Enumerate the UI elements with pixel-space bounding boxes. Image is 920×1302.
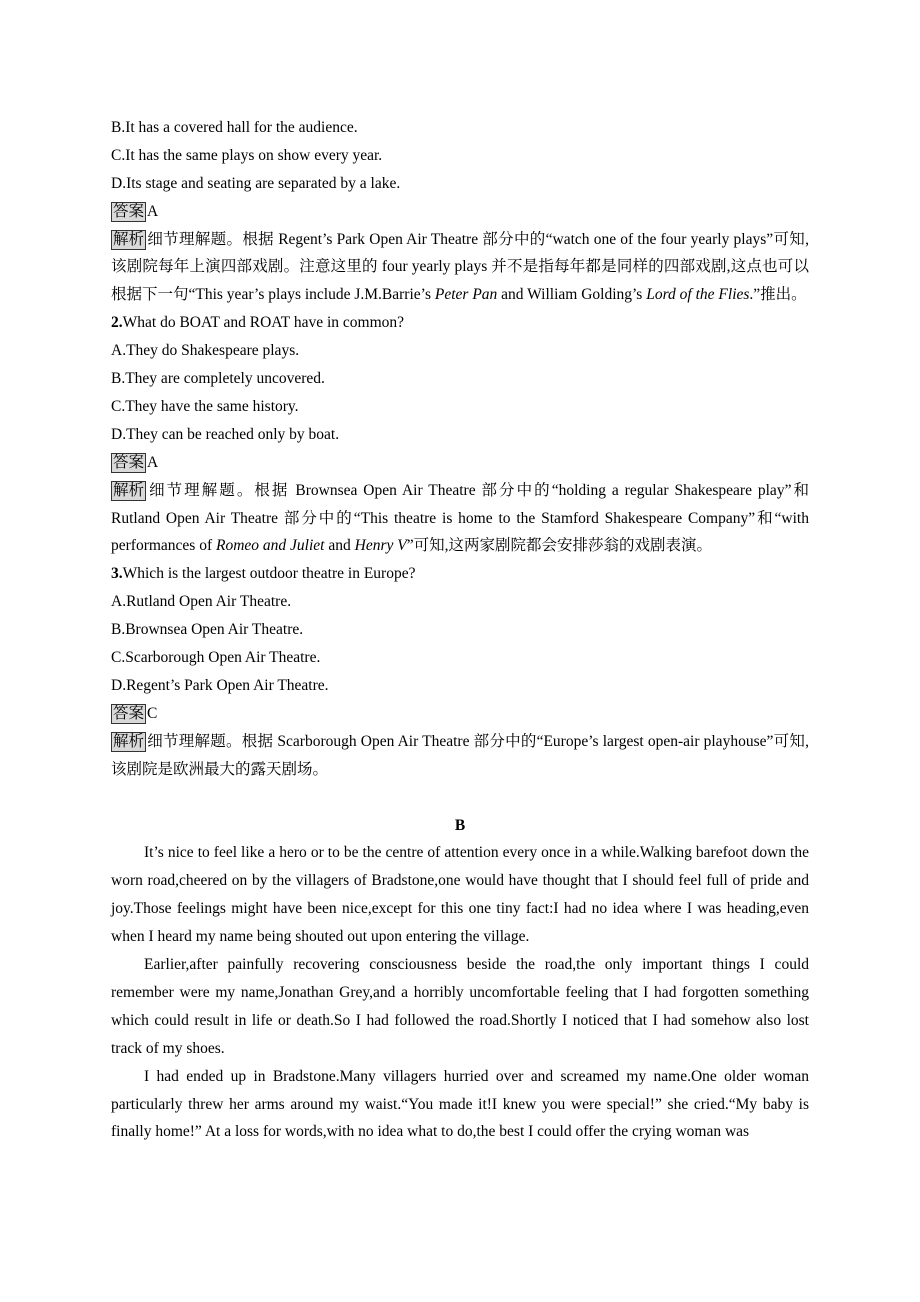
question-1 bbox=[111, 114, 809, 309]
option: C.They have the same history. bbox=[111, 397, 299, 415]
analysis-title: Romeo and Juliet bbox=[216, 537, 325, 555]
answer-line bbox=[111, 449, 809, 477]
analysis-text: and William Golding’s bbox=[497, 286, 647, 304]
question-stem: Which is the largest outdoor theatre in Europe? bbox=[122, 565, 416, 583]
document-content bbox=[111, 114, 809, 1146]
option: B.Brownsea Open Air Theatre. bbox=[111, 621, 304, 639]
answer-tag: 答案 bbox=[113, 453, 145, 471]
question-2 bbox=[111, 309, 809, 560]
analysis bbox=[111, 477, 809, 561]
passage-paragraph: It’s nice to feel like a hero or to be the centre of attention every once in a while.Walking barefoot down the worn road,cheered on by the villagers of Bradstone,one would have thought that I should feel full of pride and joy.Those feelings might have been nice,except for this one tiny fact:I had no idea where I was heading,even when I heard my name being shouted out upon entering the village. bbox=[111, 844, 809, 946]
analysis-title: Henry V bbox=[354, 537, 407, 555]
analysis-text: 细节理解题。根据 Brownsea Open Air Theatre 部分中的“holding a regular Shakespeare play”和 Rutland Open Air Theatre 部分中的“This theatre is home to the Stamford Shakespeare Company”和“with performances of bbox=[111, 481, 809, 555]
option: D.They can be reached only by boat. bbox=[111, 425, 340, 443]
answer-value: A bbox=[147, 202, 159, 220]
option: C.It has the same plays on show every year. bbox=[111, 146, 383, 164]
option: A.They do Shakespeare plays. bbox=[111, 342, 300, 360]
section-heading: B bbox=[454, 816, 466, 834]
analysis-title: Lord of the Flies bbox=[646, 286, 750, 304]
analysis-text: .”推出。 bbox=[749, 286, 807, 304]
analysis-text: and bbox=[324, 537, 355, 555]
analysis-title: Peter Pan bbox=[434, 286, 498, 304]
analysis-tag: 解析 bbox=[113, 230, 145, 248]
option: B.It has a covered hall for the audience. bbox=[111, 119, 358, 136]
question-number: 3. bbox=[111, 565, 123, 583]
analysis-text: ”可知,这两家剧院都会安排莎翁的戏剧表演。 bbox=[406, 537, 712, 555]
answer-tag: 答案 bbox=[113, 704, 145, 722]
analysis-tag: 解析 bbox=[113, 732, 145, 750]
question-3 bbox=[111, 560, 809, 783]
option: D.Regent’s Park Open Air Theatre. bbox=[111, 676, 329, 694]
analysis-text: 细节理解题。根据 Scarborough Open Air Theatre 部分中的“Europe’s largest open-air playhouse”可知,该剧院是欧洲最大的露天剧场。 bbox=[111, 732, 809, 778]
answer-value: C bbox=[147, 704, 158, 722]
question-text bbox=[111, 560, 809, 588]
analysis bbox=[111, 226, 809, 310]
option: C.Scarborough Open Air Theatre. bbox=[111, 649, 321, 667]
passage-paragraph: I had ended up in Bradstone.Many villagers hurried over and screamed my name.One older woman particularly threw her arms around my waist.“You made it!I knew you were special!” she cried.“My baby is finally home!” At a loss for words,with no idea what to do,the best I could offer the crying woman was bbox=[111, 1067, 809, 1141]
question-text bbox=[111, 309, 809, 337]
section-b bbox=[111, 812, 809, 1147]
question-stem: What do BOAT and ROAT have in common? bbox=[122, 314, 405, 332]
analysis-tag: 解析 bbox=[113, 481, 145, 499]
answer-line bbox=[111, 198, 809, 226]
answer-tag: 答案 bbox=[113, 202, 145, 220]
analysis-text: 细节理解题。根据 Regent’s Park Open Air Theatre 部分中的“watch one of the four yearly plays”可知,该剧院每年上演四部戏剧。注意这里的 four yearly plays 并不是指每年都是同样的四部戏剧,这点也可以根据下一句“This year’s plays include J.M.Barrie’s bbox=[111, 230, 809, 304]
question-number: 2. bbox=[111, 314, 123, 332]
option: B.They are completely uncovered. bbox=[111, 370, 325, 388]
passage-paragraph: Earlier,after painfully recovering consciousness beside the road,the only important things I could remember were my name,Jonathan Grey,and a horribly uncomfortable feeling that I had forgotten something which could result in life or death.So I had followed the road.Shortly I noticed that I had somehow also lost track of my shoes. bbox=[111, 956, 809, 1057]
answer-line bbox=[111, 700, 809, 728]
analysis bbox=[111, 728, 809, 784]
option: D.Its stage and seating are separated by a lake. bbox=[111, 174, 401, 192]
option: A.Rutland Open Air Theatre. bbox=[111, 593, 292, 611]
answer-value: A bbox=[147, 453, 159, 471]
